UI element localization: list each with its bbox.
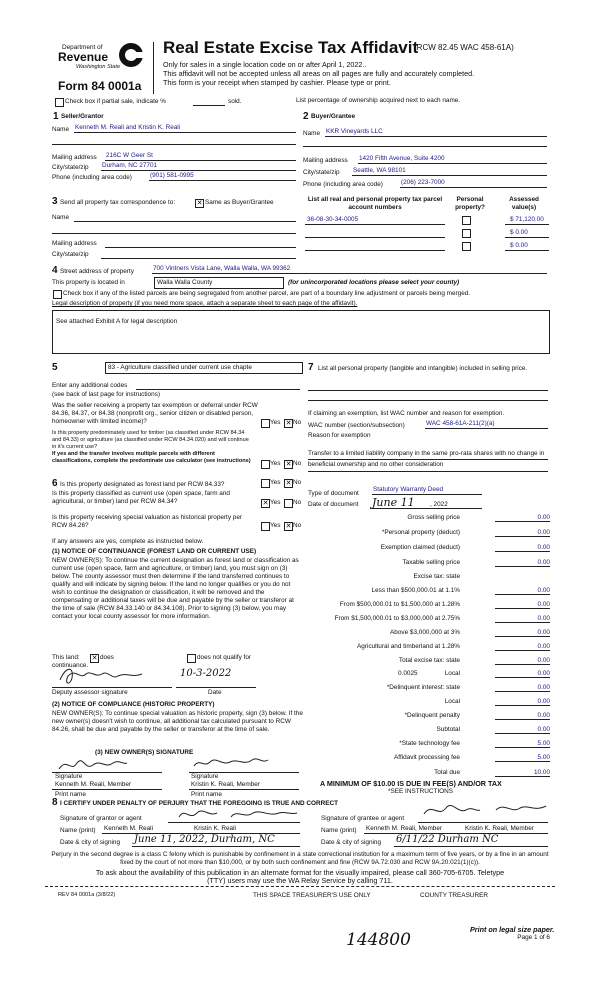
tax-value[interactable]: 0.00 — [537, 643, 550, 650]
does-not-qualify-checkbox[interactable] — [187, 654, 196, 663]
additional-codes-label: Enter any additional codes — [52, 382, 128, 389]
timber-question-note: If yes and the transfer involves multiple parcels with different classifications, complete the predominate use calculator (see instructions) — [52, 451, 251, 464]
current-use-question: Is this property classified as current use (open space, farm and agricultural, or timber) land per RCW 84.34? — [52, 490, 230, 505]
partial-sold-label: sold. — [228, 98, 242, 105]
personal-property-checkbox[interactable] — [462, 242, 471, 251]
doc-type-line — [372, 494, 482, 495]
located-label: This property is located in — [52, 279, 125, 286]
tax-value[interactable]: 10.00 — [534, 769, 550, 776]
use-code-value: 83 - Agriculture classified under current use chapte — [108, 364, 252, 371]
section-6-number: 6 — [52, 478, 58, 489]
tax-label: *State technology fee — [399, 740, 460, 747]
perjury-notice: Perjury in the second degree is a class C felony which is punishable by confinement in a state correctional institution for a maximum term of five years, or by a fine in an amount fixed by the court of not more than $10,000, or by both such confinement and fine (RCW 9A.72.030 and RCW 9A.20.021(1)(c)). — [51, 851, 549, 866]
legal-description-value: See attached Exhibit A for legal description — [56, 318, 178, 325]
same-as-buyer-label: Same as Buyer/Grantee — [205, 199, 274, 206]
tax-value[interactable]: 0.00 — [537, 726, 550, 733]
grantor-signature-label: Signature of grantor or agent — [60, 815, 142, 822]
footer-divider — [45, 886, 555, 887]
page-title: Real Estate Excise Tax Affidavit — [163, 38, 419, 57]
does-qualify-checkbox[interactable]: ✕ — [91, 655, 98, 662]
notice-2-text: NEW OWNER(S): To continue special valuation as historic property, sign (3) below. If the new owner(s) doesn't wish to continue, all additional tax calculated pursuant to RCW 84.26, shall be due and payable by the seller or transferor at the time of sale. — [52, 710, 303, 733]
new-owner-signature-label-2: Signature — [191, 773, 219, 780]
tax-label: Total due — [434, 769, 460, 776]
tax-value[interactable]: 0.00 — [537, 559, 550, 566]
partial-sale-label: Check box if partial sale, indicate % — [65, 98, 166, 105]
assessed-value[interactable]: $ 0.00 — [510, 229, 528, 236]
current-use-yes-checkbox[interactable]: ✕ — [262, 500, 269, 507]
grantor-sig-line — [168, 822, 300, 823]
seller-mail-value[interactable]: 216C W Geer St — [106, 152, 153, 159]
grantor-print-name-1[interactable]: Kenneth M. Reali — [104, 825, 154, 832]
grantee-print-name-2[interactable]: Kristin K. Reali, Member — [465, 825, 534, 832]
buyer-name-line-2 — [303, 146, 547, 147]
personal-property-line-2 — [308, 400, 548, 401]
tax-label: Taxable selling price — [402, 559, 460, 566]
forest-question: Is this property designated as forest land per RCW 84.33? — [60, 481, 225, 488]
exemption-yes-checkbox[interactable] — [261, 419, 270, 428]
form-number: Form 84 0001a — [58, 79, 142, 93]
tax-label: Local — [444, 698, 460, 705]
tax-label: *Personal property (deduct) — [381, 529, 460, 536]
certify-statement: I CERTIFY UNDER PENALTY OF PERJURY THAT THE FOREGOING IS TRUE AND CORRECT — [60, 800, 339, 807]
ownership-note: List percentage of ownership acquired next to each name. — [296, 97, 461, 104]
historic-no-checkbox[interactable]: ✕ — [285, 523, 292, 530]
section-4-number: 4 — [52, 265, 58, 276]
assessor-signature-label: Deputy assessor signature — [52, 689, 128, 696]
parcel-line — [305, 237, 445, 238]
doc-date-value[interactable]: June 11 — [372, 496, 415, 509]
tax-label: Exemption claimed (deduct) — [380, 544, 460, 551]
assessed-value[interactable]: $ 71,120.00 — [510, 216, 544, 223]
section-1-title: Seller/Grantor — [61, 113, 104, 120]
tax-label: From $500,000.01 to $1,500,000 at 1.28% — [339, 601, 460, 608]
seller-name-line-2 — [52, 144, 296, 145]
section-8-number: 8 — [52, 797, 58, 808]
assessed-line — [505, 237, 549, 238]
buyer-name-label: Name — [303, 130, 321, 137]
forest-yes-label: Yes — [270, 479, 281, 486]
seller-mail-line — [105, 160, 296, 161]
section-3-mail-field[interactable] — [105, 247, 296, 248]
grantor-print-name-2[interactable]: Kristin K. Reali — [194, 825, 236, 832]
doc-type-label: Type of document — [308, 490, 359, 497]
doc-year: , 2022 — [430, 501, 448, 508]
assessed-value[interactable]: $ 0.00 — [510, 242, 528, 249]
buyer-city-line — [352, 175, 547, 176]
assessor-sig-line — [52, 687, 172, 688]
seller-phone-line — [149, 180, 296, 181]
tax-line — [495, 747, 550, 748]
buyer-phone-value[interactable]: (206) 223-7000 — [401, 179, 445, 186]
see-instructions-note: *SEE INSTRUCTIONS — [388, 788, 453, 795]
reason-value[interactable]: Transfer to a limited liability company in the same pro-rata shares with no change in beneficial ownership and no other consideration — [308, 450, 545, 468]
this-land-label: This land: — [52, 654, 80, 661]
wac-value[interactable]: WAC 458-61A-211(2)(a) — [426, 420, 495, 427]
reason-line-2 — [308, 471, 548, 472]
partial-percent-field[interactable] — [193, 105, 225, 106]
tax-label: From $1,500,000.01 to $3,000,000 at 2.75% — [334, 615, 460, 622]
additional-codes-field[interactable] — [136, 389, 300, 390]
parcels-header: List all real and personal property tax parcel account numbers — [307, 196, 443, 211]
tax-line — [495, 521, 550, 522]
parcel-number[interactable]: 36-08-30-34-0005 — [307, 216, 359, 223]
seller-city-label: City/state/zip — [52, 164, 89, 171]
grantee-date-line — [394, 846, 548, 847]
grantee-date-label: Date & city of signing — [321, 839, 382, 846]
grantee-signature-label: Signature of grantee or agent — [321, 815, 405, 822]
buyer-city-label: City/state/zip — [303, 169, 340, 176]
tax-line — [495, 664, 550, 665]
section-3-name-field[interactable] — [74, 221, 296, 222]
tax-label: *Delinquent interest: state — [386, 684, 460, 691]
assessor-date-line — [176, 687, 256, 688]
tax-line — [495, 776, 550, 777]
street-label: Street address of property — [60, 268, 134, 275]
tax-line — [495, 719, 550, 720]
seller-phone-value[interactable]: (901) 581-0995 — [150, 172, 194, 179]
local-rate: 0.0025 — [398, 670, 418, 677]
tax-label: Total excise tax: state — [398, 657, 460, 664]
exemption-yes-label: Yes — [270, 419, 281, 426]
does-not-qualify-label: does not qualify for — [197, 654, 251, 661]
exemption-no-checkbox[interactable]: ✕ — [285, 420, 292, 427]
grantor-date-label: Date & city of signing — [60, 839, 121, 846]
new-owner-print-line-1 — [52, 789, 162, 790]
seller-mail-label: Mailing address — [52, 154, 97, 161]
grantee-date-value[interactable]: 6/11/22 Durham NC — [396, 834, 499, 845]
forest-no-label: No — [293, 479, 302, 486]
forest-yes-checkbox[interactable] — [261, 479, 270, 488]
notice-1-text: NEW OWNER(S): To continue the current designation as forest land or classification as current use (open space, farm and agriculture, or timber) land, you must sign on (3) below. The county assessor must then determine if the land transferred continues to qualify and will indicate by signing below. If the land no longer qualifies or you do not wish to continue the designation or classification, it will be removed and the compensating or additional taxes will be due and payable by the seller or transferor at the time of sale (RCW 84.33.140 or 84.34.108). Prior to signing (3) below, you may contact your local county assessor for more information. — [52, 557, 299, 620]
historic-no-label: No — [293, 522, 302, 529]
county-treasurer-label: COUNTY TREASURER — [420, 892, 488, 899]
buyer-city-value[interactable]: Seattle, WA 98101 — [353, 167, 406, 174]
tax-line — [495, 566, 550, 567]
parcel-line — [305, 224, 445, 225]
tax-value[interactable]: 0.00 — [537, 698, 550, 705]
print-name-label-1: Print name — [55, 791, 86, 798]
assessed-line — [505, 224, 549, 225]
historic-yes-label: Yes — [270, 522, 281, 529]
tax-label: Local — [444, 670, 460, 677]
tax-label: Above $3,000,000 at 3% — [390, 629, 460, 636]
assessor-signature-image — [56, 664, 146, 688]
tax-line — [495, 636, 550, 637]
header-note-3: This form is your receipt when stamped by cashier. Please type or print. — [163, 78, 391, 87]
street-line — [152, 273, 547, 274]
tax-label: Less than $500,000.01 at 1.1% — [371, 587, 460, 594]
tax-label: Excise tax: state — [413, 573, 460, 580]
current-use-no-label: No — [293, 499, 302, 506]
personal-property-checkbox[interactable] — [462, 216, 471, 225]
forest-no-checkbox[interactable]: ✕ — [285, 480, 292, 487]
buyer-mail-value[interactable]: 1420 Fifth Avenue, Suite 4200 — [359, 155, 445, 162]
wac-label: WAC number (section/subsection) — [308, 422, 405, 429]
street-value[interactable]: 700 Vintners Vista Lane, Walla Walla, WA 99362 — [153, 265, 291, 272]
exemption-instructions: If claiming an exemption, list WAC number and reason for exemption. — [308, 410, 505, 417]
legal-label: Legal description of property (if you need more space, attach a separate sheet to each page of the affidavit). — [52, 300, 358, 307]
tax-line — [495, 650, 550, 651]
tax-value[interactable]: 0.00 — [537, 529, 550, 536]
tax-value[interactable]: 0.00 — [537, 615, 550, 622]
tax-value[interactable]: 0.00 — [537, 587, 550, 594]
unincorporated-note: (for unincorporated locations please select your county) — [288, 279, 460, 286]
treasurer-use-label: THIS SPACE TREASURER'S USE ONLY — [253, 892, 371, 899]
seller-city-value[interactable]: Durham, NC 27701 — [102, 162, 158, 169]
section-3-label: Send all property tax correspondence to: — [60, 199, 176, 206]
tax-value[interactable]: 0.00 — [537, 629, 550, 636]
section-1-number: 1 — [53, 111, 59, 122]
grantee-print-label: Name (print) — [321, 827, 357, 834]
tax-value[interactable]: 0.00 — [537, 712, 550, 719]
tax-line — [495, 594, 550, 595]
tax-line — [495, 677, 550, 678]
header-divider — [153, 42, 154, 94]
notice-2-title: (2) NOTICE OF COMPLIANCE (HISTORIC PROPERTY) — [52, 701, 215, 708]
does-qualify-label: does — [100, 654, 114, 661]
grantee-sig-line — [418, 822, 548, 823]
accessibility-notice-1: To ask about the availability of this publication in an alternate format for the visually impaired, please call 360-705-6705. Teletype — [95, 868, 505, 877]
county-select[interactable] — [154, 277, 284, 289]
same-as-buyer-checkbox[interactable]: ✕ — [196, 200, 203, 207]
logo-revenue: Revenue — [58, 50, 109, 64]
logo-dept: Department of — [62, 44, 103, 51]
header-note-2: This affidavit will not be accepted unless all areas on all pages are fully and accurately completed. — [163, 69, 475, 78]
tax-value[interactable]: 5.00 — [537, 754, 550, 761]
continuance-label: continuance. — [52, 662, 89, 669]
tax-line — [495, 705, 550, 706]
grantee-signature-image — [420, 800, 550, 820]
section-2-title: Buyer/Grantee — [311, 113, 356, 120]
tax-line — [495, 761, 550, 762]
section-2-number: 2 — [303, 111, 309, 122]
logo-state: Washington State — [76, 64, 121, 70]
tax-label: Subtotal — [436, 726, 460, 733]
new-owner-name-2[interactable]: Kristin K. Reali, Member — [191, 781, 260, 788]
tax-value[interactable]: 0.00 — [537, 684, 550, 691]
title-rcw: (RCW 82.45 WAC 458-61A) — [414, 43, 514, 52]
revision-label: REV 84 0001a (3/8/22) — [58, 892, 116, 898]
grantor-date-value[interactable]: June 11, 2022, Durham, NC — [134, 834, 275, 845]
print-name-label-2: Print name — [191, 791, 222, 798]
legal-paper-note: Print on legal size paper. — [470, 925, 555, 934]
tax-line — [495, 551, 550, 552]
buyer-phone-line — [400, 187, 547, 188]
buyer-phone-label: Phone (including area code) — [303, 181, 383, 188]
new-owner-print-line-2 — [189, 789, 299, 790]
tax-line — [495, 733, 550, 734]
buyer-name-value[interactable]: KKR Vineyards LLC — [326, 128, 383, 135]
notice-1-title: (1) NOTICE OF CONTINUANCE (FOREST LAND OR CURRENT USE) — [52, 548, 257, 555]
personal-property-header: Personal property? — [455, 196, 485, 211]
revenue-logo-icon — [116, 40, 146, 70]
county-value: Walla Walla County — [157, 279, 213, 286]
seller-name-line — [74, 132, 296, 133]
notice-3-title: (3) NEW OWNER(S) SIGNATURE — [95, 749, 194, 756]
exemption-question: Was the seller receiving a property tax exemption or deferral under RCW 84.36, 84.37, or 84.38 (nonprofit org., senior citizen or disabled person, homeowner with limited income)? — [52, 402, 258, 425]
tax-line — [495, 536, 550, 537]
doc-date-label: Date of document — [308, 501, 359, 508]
timber-no-label: No — [293, 460, 302, 467]
seller-name-label: Name — [52, 126, 70, 133]
segregated-checkbox[interactable] — [53, 290, 62, 299]
new-owner-signature-2-image — [190, 754, 270, 772]
tax-line — [495, 691, 550, 692]
reason-label: Reason for exemption — [308, 432, 371, 439]
partial-sale-checkbox[interactable] — [55, 98, 64, 107]
wac-line — [425, 428, 548, 429]
personal-property-field[interactable] — [308, 390, 548, 391]
tax-value[interactable]: 0.00 — [537, 670, 550, 677]
legal-description-field[interactable] — [52, 310, 550, 354]
exemption-no-label: No — [293, 419, 302, 426]
seller-name-value[interactable]: Kenneth M. Reali and Kristin K. Reali — [75, 124, 181, 131]
buyer-mail-line — [358, 163, 547, 164]
stamp-number: 144800 — [346, 930, 411, 950]
reason-line-1 — [308, 459, 548, 460]
grantor-print-label: Name (print) — [60, 827, 96, 834]
section-3-name-label: Name — [52, 214, 70, 221]
header-note-1: Only for sales in a single location code on or after April 1, 2022.. — [163, 60, 367, 69]
seller-phone-label: Phone (including area code) — [52, 174, 132, 181]
minimum-due-note: A MINIMUM OF $10.00 IS DUE IN FEE(S) AND/OR TAX — [320, 779, 502, 788]
new-owner-signature-label-1: Signature — [55, 773, 83, 780]
tax-line — [495, 608, 550, 609]
doc-type-value[interactable]: Statutory Warranty Deed — [373, 486, 444, 493]
section-7-label: List all personal property (tangible and intangible) included in selling price. — [318, 365, 528, 372]
seller-city-line — [101, 170, 296, 171]
tax-label: *Delinquent penalty — [404, 712, 460, 719]
personal-property-checkbox[interactable] — [462, 229, 471, 238]
doc-date-line — [370, 508, 482, 509]
historic-question: Is this property receiving special valuation as historical property per RCW 84.26? — [52, 514, 243, 529]
section-3-name-line-2 — [52, 233, 296, 234]
timber-no-checkbox[interactable]: ✕ — [285, 461, 292, 468]
section-7-number: 7 — [308, 362, 314, 373]
additional-codes-note: (see back of last page for instructions) — [52, 391, 160, 398]
tax-value[interactable]: 0.00 — [537, 657, 550, 664]
buyer-name-line — [325, 136, 547, 137]
page-number: Page 1 of 6 — [517, 934, 550, 941]
tax-label: Agricultural and timberland at 1.28% — [356, 643, 460, 650]
current-use-no-checkbox[interactable] — [284, 499, 293, 508]
tax-value[interactable]: 0.00 — [537, 601, 550, 608]
use-code-select[interactable] — [105, 362, 303, 374]
accessibility-notice-2: (TTY) users may use the WA Relay Service by calling 711. — [207, 876, 393, 885]
assessor-date-label: Date — [208, 689, 222, 696]
current-use-yes-label: Yes — [270, 499, 281, 506]
grantor-signature-image — [175, 805, 300, 823]
segregated-label: Check box if any of the listed parcels are being segregated from another parcel, are part of a boundary line adjustment or parcels being merged. — [63, 290, 471, 297]
historic-yes-checkbox[interactable] — [261, 522, 270, 531]
timber-yes-label: Yes — [270, 460, 281, 467]
new-owner-name-1[interactable]: Kenneth M. Reali, Member — [55, 781, 132, 788]
section-3-mail-label: Mailing address — [52, 240, 97, 247]
grantor-date-line — [132, 846, 300, 847]
assessor-date-value: 10-3-2022 — [180, 668, 232, 679]
buyer-mail-label: Mailing address — [303, 157, 348, 164]
tax-line — [495, 622, 550, 623]
tax-label: Gross selling price — [407, 514, 460, 521]
tax-label: Affidavit processing fee — [394, 754, 460, 761]
timber-yes-checkbox[interactable] — [261, 460, 270, 469]
section-3-city-label: City/state/zip — [52, 251, 89, 258]
parcel-line — [305, 250, 445, 251]
assessed-value-header: Assessed value(s) — [509, 196, 539, 211]
timber-question: Is this property predominately used for timber (as classified under RCW 84.34 and 84.33) or agriculture (as classified under RCW 84.34.020) and will continue in it's current use? — [52, 430, 249, 450]
section-3-city-field[interactable] — [101, 258, 296, 259]
section-3-number: 3 — [52, 196, 58, 207]
section-5-number: 5 — [52, 362, 58, 373]
assessed-line — [505, 250, 549, 251]
if-yes-note: If any answers are yes, complete as instructed below. — [52, 538, 204, 545]
tax-value[interactable]: 0.00 — [537, 544, 550, 551]
tax-value[interactable]: 5.00 — [537, 740, 550, 747]
grantee-print-name-1[interactable]: Kenneth M. Reali, Member — [366, 825, 443, 832]
tax-value[interactable]: 0.00 — [537, 514, 550, 521]
